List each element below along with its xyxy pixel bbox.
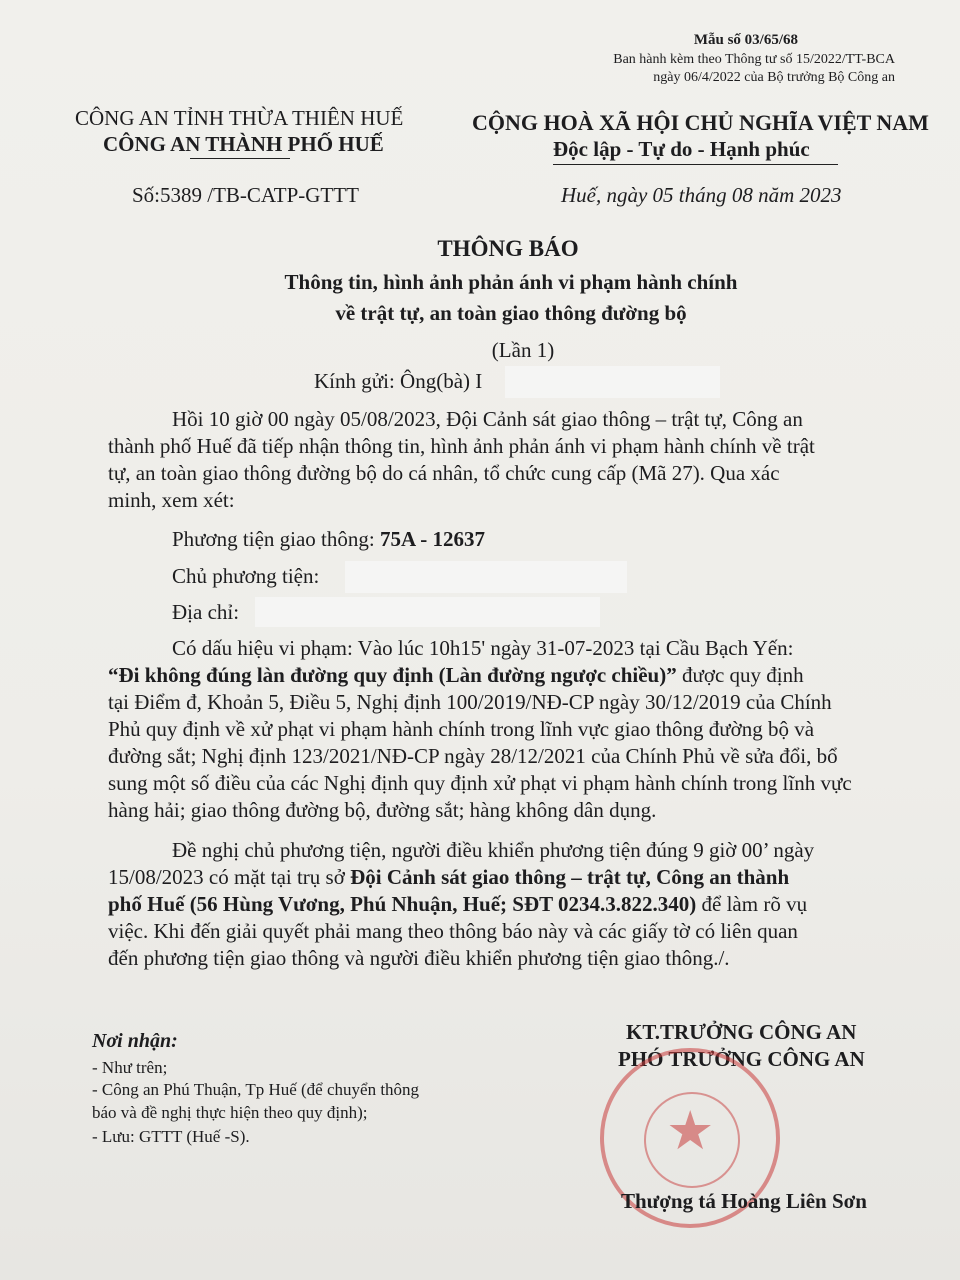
p4-line-2 <box>108 865 789 890</box>
recipients-line-4: - Lưu: GTTT (Huế -S). <box>92 1127 250 1146</box>
p1-line-3: tự, an toàn giao thông đường bộ do cá nhân, tổ chức cung cấp (Mã 27). Qua xác <box>108 461 780 485</box>
form-note-line-1: Ban hành kèm theo Thông tư số 15/2022/TT-BCA <box>613 52 895 67</box>
p1-line-4: minh, xem xét: <box>108 488 235 512</box>
org-line-2: CÔNG AN THÀNH PHỐ HUẾ <box>103 132 384 156</box>
p4-line-1: Đề nghị chủ phương tiện, người điều khiển phương tiện đúng 9 giờ 00’ ngày <box>172 838 815 862</box>
org-underline <box>190 158 290 159</box>
p4-line-2-start: 15/08/2023 có mặt tại trụ sở <box>108 865 351 889</box>
signer-name: Thượng tá Hoàng Liên Sơn <box>621 1189 867 1213</box>
redacted-address <box>255 597 600 627</box>
org-line-1: CÔNG AN TỈNH THỪA THIÊN HUẾ <box>75 106 404 130</box>
signature-title-1: KT.TRƯỞNG CÔNG AN <box>626 1020 857 1044</box>
recipients-heading: Nơi nhận: <box>92 1030 178 1052</box>
p3-line-2: Phủ quy định về xử phạt vi phạm hành chính trong lĩnh vực giao thông đường bộ và <box>108 717 815 741</box>
owner-label: Chủ phương tiện: <box>172 564 320 588</box>
address-label: Địa chỉ: <box>172 600 240 624</box>
recipients-line-2: - Công an Phú Thuận, Tp Huế (để chuyển thông <box>92 1080 420 1099</box>
recipients-line-1: - Như trên; <box>92 1058 168 1077</box>
p1-line-1: Hồi 10 giờ 00 ngày 05/08/2023, Đội Cảnh sát giao thông – trật tự, Công an <box>172 407 803 431</box>
recipients-line-3: báo và đề nghị thực hiện theo quy định); <box>92 1103 368 1122</box>
document-title: THÔNG BÁO <box>437 236 579 261</box>
notice-round: (Lần 1) <box>491 338 555 362</box>
title-subline-1: Thông tin, hình ảnh phản ánh vi phạm hành chính <box>284 270 738 294</box>
p3-line-4: sung một số điều của các Nghị định quy định xử phạt vi phạm hành chính trong lĩnh vực <box>108 771 852 795</box>
p4-line-5: đến phương tiện giao thông và người điều khiển phương tiện giao thông./. <box>108 946 730 970</box>
vehicle-line <box>172 527 485 552</box>
title-subline-2: về trật tự, an toàn giao thông đường bộ <box>335 301 687 325</box>
redacted-recipient-name <box>505 366 720 398</box>
p4-line-4: việc. Khi đến giải quyết phải mang theo thông báo này và các giấy tờ có liên quan <box>108 919 798 943</box>
form-code: Mẫu số 03/65/68 <box>693 32 798 48</box>
redacted-owner <box>345 561 627 593</box>
violation-intro: Có dấu hiệu vi phạm: Vào lúc 10h15' ngày 31-07-2023 tại Cầu Bạch Yến: <box>172 636 794 660</box>
violation-line <box>108 663 804 688</box>
p3-line-5: hàng hải; giao thông đường bộ, đường sắt; hàng không dân dụng. <box>108 798 657 822</box>
p4-line-3-end: để làm rõ vụ <box>696 892 808 916</box>
form-note-line-2: ngày 06/4/2022 của Bộ trưởng Bộ Công an <box>653 70 895 85</box>
p1-line-2: thành phố Huế đã tiếp nhận thông tin, hình ảnh phản ánh vi phạm hành chính về trật <box>108 434 815 458</box>
document-number: Số:5389 /TB-CATP-GTTT <box>132 183 359 207</box>
nation-line-1: CỘNG HOÀ XÃ HỘI CHỦ NGHĨA VIỆT NAM <box>472 110 929 135</box>
signature-title-2: PHÓ TRƯỞNG CÔNG AN <box>618 1047 865 1071</box>
star-icon: ★ <box>666 1101 715 1161</box>
nation-motto: Độc lập - Tự do - Hạnh phúc <box>553 137 810 161</box>
p4-line-3-address: phố Huế (56 Hùng Vương, Phú Nhuận, Huế; SĐT 0234.3.822.340) <box>108 892 697 916</box>
violation-description: “Đi không đúng làn đường quy định (Làn đường ngược chiều)” <box>108 663 677 687</box>
motto-underline <box>553 164 838 165</box>
recipient-line: Kính gửi: Ông(bà) I <box>314 369 483 393</box>
p3-line-1: tại Điểm đ, Khoản 5, Điều 5, Nghị định 100/2019/NĐ-CP ngày 30/12/2019 của Chính <box>108 690 832 714</box>
p4-line-3 <box>108 892 807 917</box>
vehicle-plate: 75A - 12637 <box>379 527 485 551</box>
p4-line-2-unit: Đội Cảnh sát giao thông – trật tự, Công an thành <box>350 865 790 889</box>
date-line: Huế, ngày 05 tháng 08 năm 2023 <box>561 183 842 207</box>
p3-line-3: đường sắt; Nghị định 123/2021/NĐ-CP ngày 28/12/2021 của Chính Phủ về sửa đổi, bổ <box>108 744 838 768</box>
violation-tail: được quy định <box>676 663 804 687</box>
vehicle-label: Phương tiện giao thông: <box>172 527 380 551</box>
